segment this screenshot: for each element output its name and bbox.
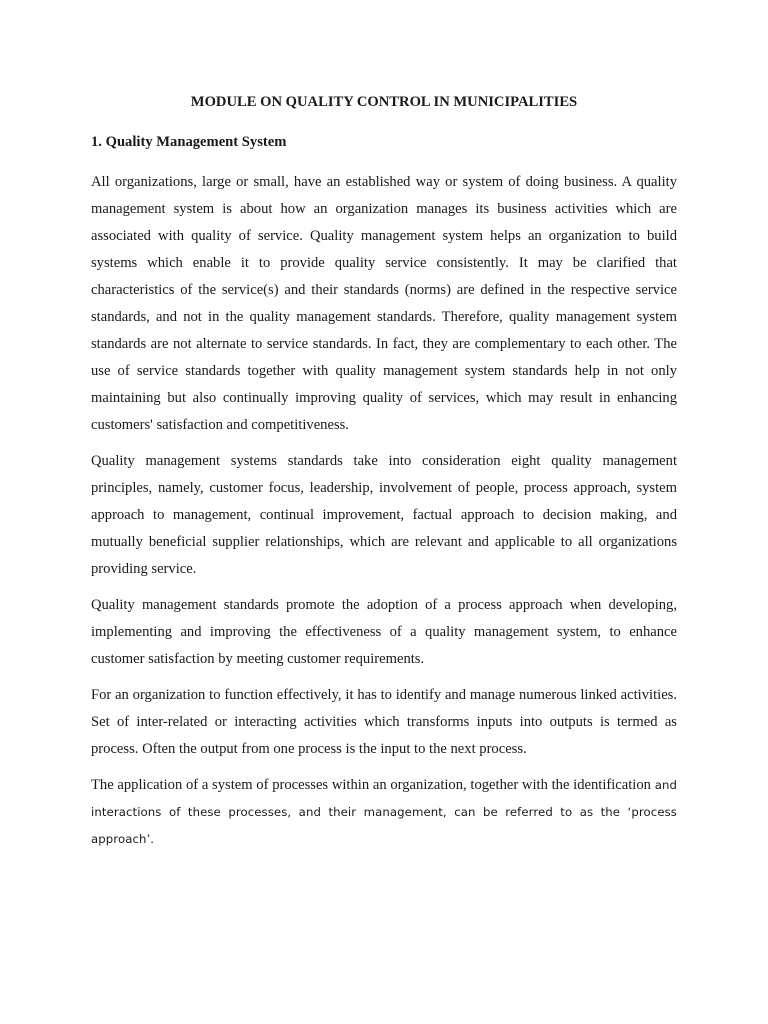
paragraph-2: Quality management systems standards take into consideration eight quality management principles, namely, customer focus, leadership, involvement of people, process approach, system approach to management, continual improvement, factual approach to decision making, and mutually beneficial supplier relationships, which are relevant and applicable to all organizations providing service. (91, 453, 677, 577)
paragraph-1: All organizations, large or small, have an established way or system of doing business. A quality management system is about how an organization manages its business activities which are associated with quality of service. Quality management system helps an organization to build systems which enable it to provide quality service consistently. It may be clarified that characteristics of the service(s) and their standards (norms) are defined in the respective service standards, and not in the quality management standards. Therefore, quality management system standards are not alternate to service standards. In fact, they are complementary to each other. The use of service standards together with quality management system standards help in not only maintaining but also continually improving quality of services, which may result in enhancing customers' satisfaction and competitiveness. (91, 174, 677, 433)
paragraph-4: For an organization to function effectively, it has to identify and manage numerous linked activities. Set of inter-related or interacting activities which transforms inputs into outputs is termed as process. Often the output from one process is the input to the next process. (91, 687, 677, 757)
paragraph-5 (91, 772, 677, 853)
page-title: MODULE ON QUALITY CONTROL IN MUNICIPALITIES (190, 94, 578, 110)
document-body (91, 92, 677, 853)
section-heading: 1. Quality Management System (91, 134, 287, 150)
paragraph-3: Quality management standards promote the adoption of a process approach when developing, implementing and improving the effectiveness of a quality management system, to enhance customer satisfaction by meeting customer requirements. (91, 597, 677, 667)
paragraph-5-end: and interactions of these processes, and their management, can be referred to as the ‘process approach’. (91, 778, 677, 846)
paragraph-5-start: The application of a system of processes within an organization, together with the identification (91, 777, 651, 793)
